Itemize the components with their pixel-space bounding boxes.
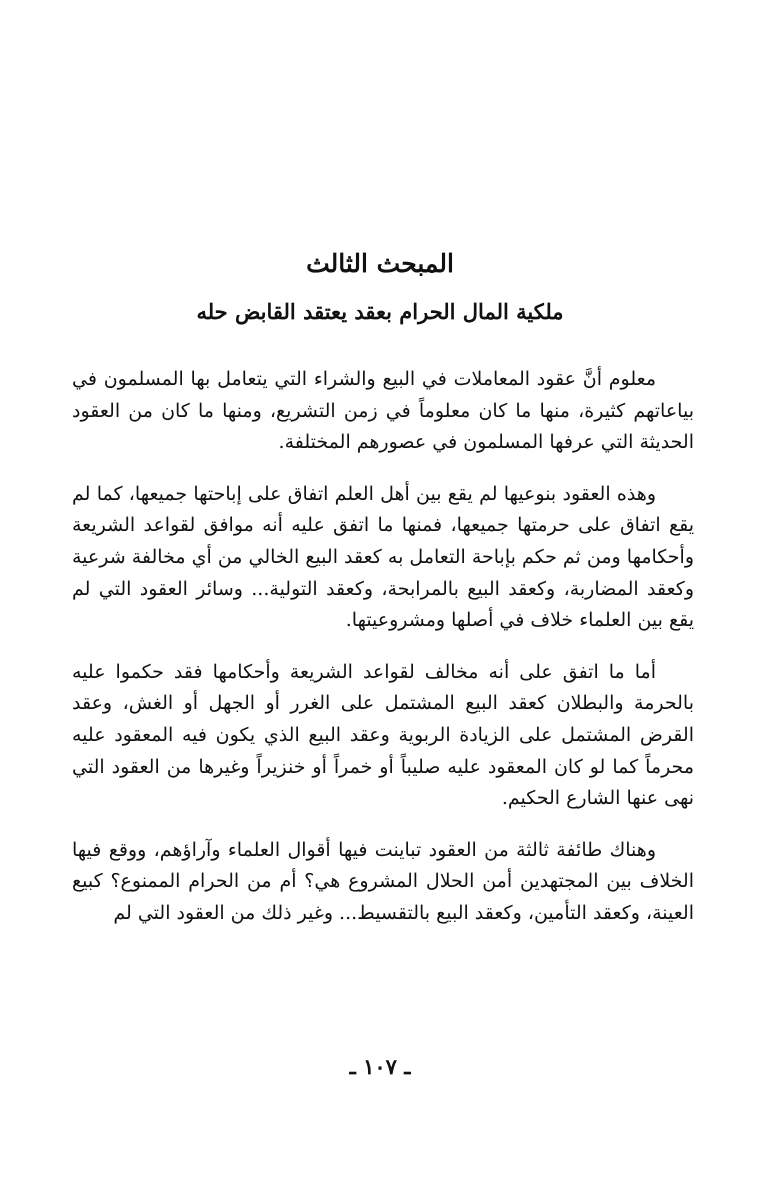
body-text <box>72 364 694 950</box>
paragraph-3: أما ما اتفق على أنه مخالف لقواعد الشريعة وأحكامها فقد حكموا عليه بالحرمة والبطلان كعقد البيع المشتمل على الغرر أو الجهل أو الغش، وعقد القرض المشتمل على الزيادة الربوية وعقد البيع الذي يكون فيه المعقود عليه محرماً كما لو كان المعقود عليه صليباً أو خمراً أو خنزيراً وغيرها من العقود التي نهى عنها الشارع الحكيم. <box>72 660 694 810</box>
section-title: المبحث الثالث <box>306 249 454 278</box>
section-subtitle: ملكية المال الحرام بعقد يعتقد القابض حله <box>196 299 564 324</box>
paragraph-1: معلوم أنَّ عقود المعاملات في البيع والشراء التي يتعامل بها المسلمون في بياعاتهم كثيرة، منها ما كان معلوماً في زمن التشريع، ومنها ما كان من العقود الحديثة التي عرفها المسلمون في عصورهم المختلفة. <box>72 368 694 454</box>
paragraph-2: وهذه العقود بنوعيها لم يقع بين أهل العلم اتفاق على إباحتها جميعها، كما لم يقع اتفاق على حرمتها جميعها، فمنها ما اتفق عليه أنه موافق لقواعد الشريعة وأحكامها ومن ثم حكم بإباحة التعامل به كعقد البيع الخالي من أي مخالفة شرعية وكعقد المضاربة، وكعقد البيع بالمرابحة، وكعقد التولية... وسائر العقود التي لم يقع بين العلماء خلاف في أصلها ومشروعيتها. <box>72 482 694 632</box>
page-number: ـ ١٠٧ ـ <box>349 1054 411 1079</box>
paragraph-4: وهناك طائفة ثالثة من العقود تباينت فيها أقوال العلماء وآراؤهم، ووقع فيها الخلاف بين المجتهدين أمن الحلال المشروع هي؟ أم من الحرام الممنوع؟ كبيع العينة، وكعقد التأمين، وكعقد البيع بالتقسيط... وغير ذلك من العقود التي لم <box>72 838 694 924</box>
